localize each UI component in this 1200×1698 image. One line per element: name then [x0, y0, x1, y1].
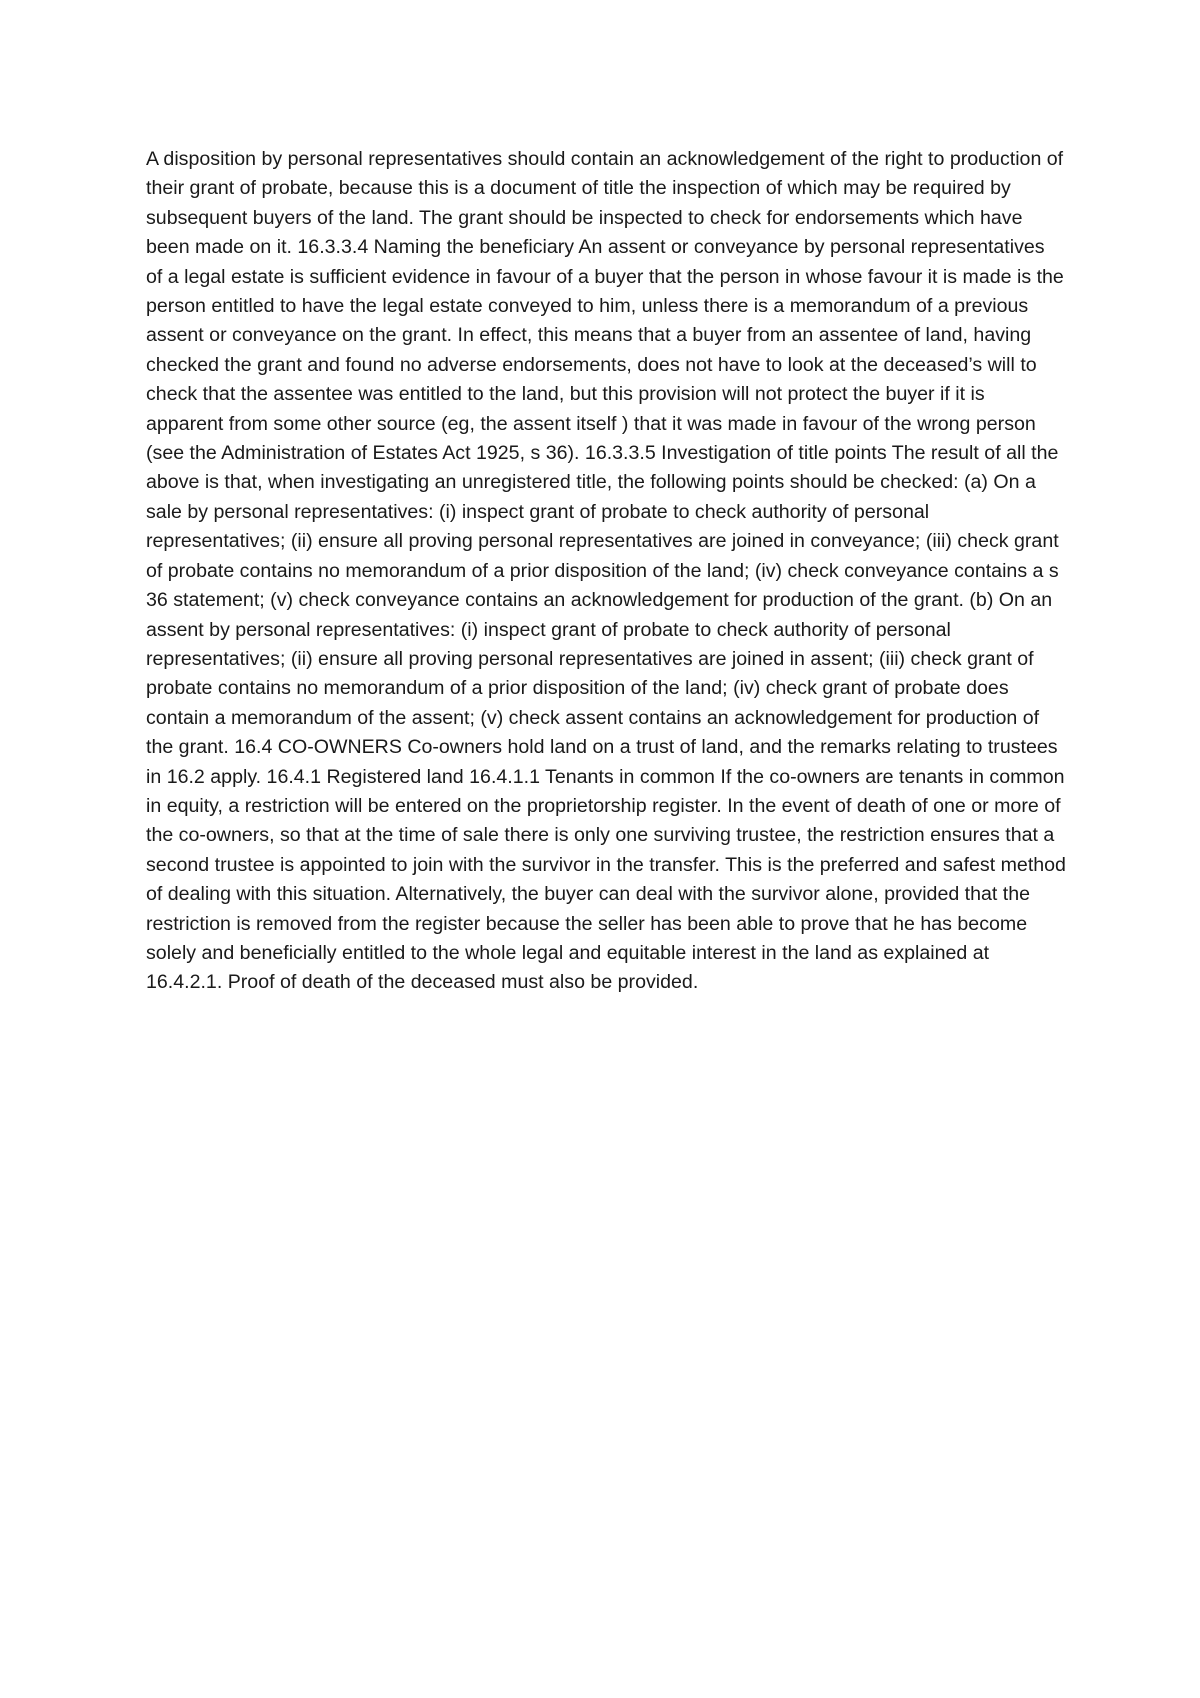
document-body-text: A disposition by personal representatives should contain an acknowledgement of the right to production of their grant of probate, because this is a document of title the inspection of which may be required by subsequent buyers of the land. The grant should be inspected to check for endorsements which have been made on it. 16.3.3.4 Naming the beneficiary An assent or conveyance by personal representatives of a legal estate is sufficient evidence in favour of a buyer that the person in whose favour it is made is the person entitled to have the legal estate conveyed to him, unless there is a memorandum of a previous assent or conveyance on the grant. In effect, this means that a buyer from an assentee of land, having checked the grant and found no adverse endorsements, does not have to look at the deceased’s will to check that the assentee was entitled to the land, but this provision will not protect the buyer if it is apparent from some other source (eg, the assent itself ) that it was made in favour of the wrong person (see the Administration of Estates Act 1925, s 36). 16.3.3.5 Investigation of title points The result of all the above is that, when investigating an unregistered title, the following points should be checked: (a) On a sale by personal representatives: (i) inspect grant of probate to check authority of personal representatives; (ii) ensure all proving personal representatives are joined in conveyance; (iii) check grant of probate contains no memorandum of a prior disposition of the land; (iv) check conveyance contains a s 36 statement; (v) check conveyance contains an acknowledgement for production of the grant. (b) On an assent by personal representatives: (i) inspect grant of probate to check authority of personal representatives; (ii) ensure all proving personal representatives are joined in assent; (iii) check grant of probate contains no memorandum of a prior disposition of the land; (iv) check grant of probate does contain a memorandum of the assent; (v) check assent contains an acknowledgement for production of the grant. 16.4 CO-OWNERS Co-owners hold land on a trust of land, and the remarks relating to trustees in 16.2 apply. 16.4.1 Registered land 16.4.1.1 Tenants in common If the co-owners are tenants in common in equity, a restriction will be entered on the proprietorship register. In the event of death of one or more of the co-owners, so that at the time of sale there is only one surviving trustee, the restriction ensures that a second trustee is appointed to join with the survivor in the transfer. This is the preferred and safest method of dealing with this situation. Alternatively, the buyer can deal with the survivor alone, provided that the restriction is removed from the register because the seller has been able to prove that he has become solely and beneficially entitled to the whole legal and equitable interest in the land as explained at 16.4.2.1. Proof of death of the deceased must also be provided. [146, 148, 1066, 994]
